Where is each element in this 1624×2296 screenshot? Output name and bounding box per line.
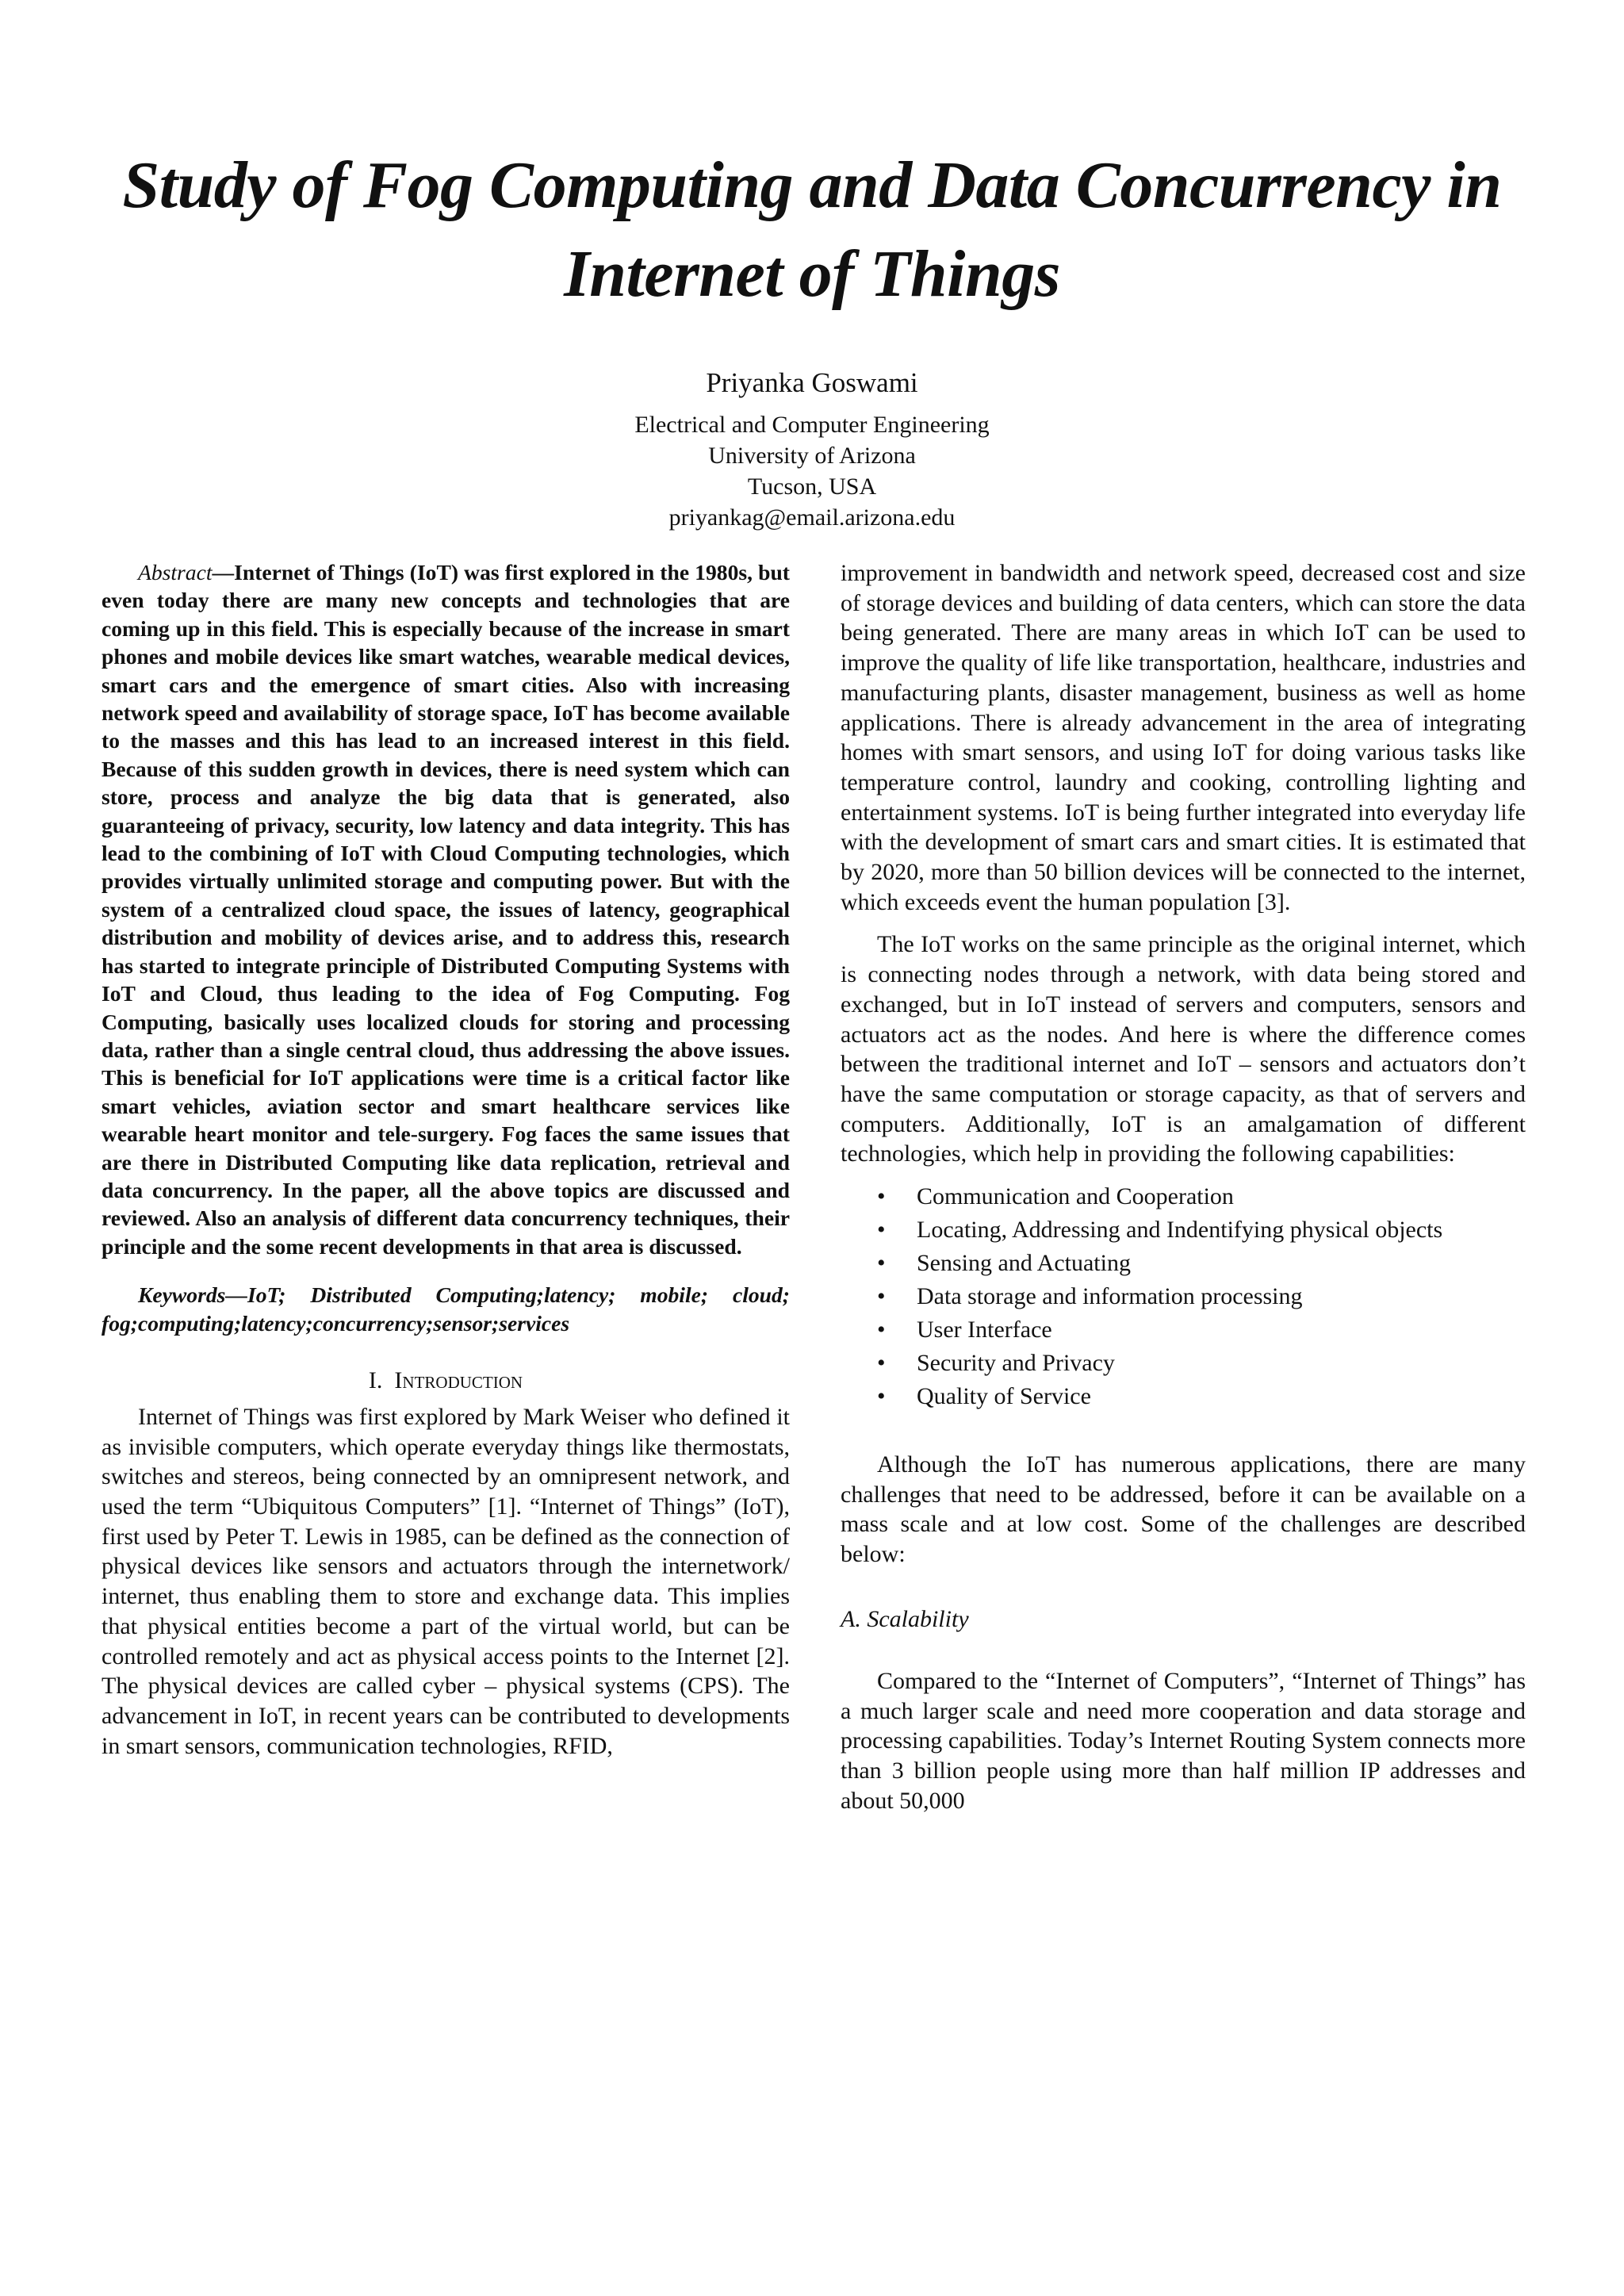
author-email: priyankag@email.arizona.edu <box>668 504 956 531</box>
list-item-text: Sensing and Actuating <box>917 1250 1131 1277</box>
list-item-text: Communication and Cooperation <box>917 1183 1234 1210</box>
list-item-text: Locating, Addressing and Indentifying physical objects <box>917 1217 1443 1244</box>
list-item <box>877 1247 1526 1280</box>
list-item <box>877 1180 1526 1213</box>
list-item <box>877 1280 1526 1313</box>
list-item-text: Security and Privacy <box>917 1350 1115 1377</box>
author-university: University of Arizona <box>708 443 916 469</box>
paper-title: Study of Fog Computing and Data Concurrency in Internet of Things <box>122 148 1502 311</box>
list-item-text: Data storage and information processing <box>917 1283 1303 1310</box>
list-item <box>877 1347 1526 1380</box>
bullet-icon: • <box>877 1283 886 1310</box>
left-column <box>102 558 790 1761</box>
scalability-paragraph: Compared to the “Internet of Computers”, “Internet of Things” has a much larger scale and need more cooperation and data storage and processing capabilities. Today’s Internet Routing System connects more than 3 billion people using more than half million IP addresses and about 50,000 <box>841 1667 1526 1814</box>
bullet-icon: • <box>877 1383 886 1410</box>
author-location: Tucson, USA <box>747 473 877 500</box>
intro-paragraph-3: Although the IoT has numerous applications, there are many challenges that need to be addressed, before it can be available on a mass scale and at low cost. Some of the challenges are described below: <box>841 1451 1526 1568</box>
section-number: I. <box>368 1366 383 1393</box>
section-heading-introduction <box>102 1366 790 1396</box>
list-item-text: Quality of Service <box>917 1383 1091 1410</box>
list-item-text: User Interface <box>917 1317 1052 1343</box>
abstract <box>102 558 790 1260</box>
bullet-icon: • <box>877 1183 886 1210</box>
keywords: Keywords—IoT; Distributed Computing;latency; mobile; cloud; fog;computing;latency;concurrency;sensor;services <box>102 1282 790 1336</box>
author-block <box>416 363 1208 533</box>
author-name: Priyanka Goswami <box>706 367 918 398</box>
intro-paragraph-2: The IoT works on the same principle as the original internet, which is connecting nodes through a network, with data being stored and exchanged, but in IoT instead of servers and computers, sensors and actuators act as the nodes. And here is where the difference comes between the traditional internet and IoT – sensors and actuators don’t have the same computation or storage capacity, as that of servers and computers. Additionally, IoT is an amalgamation of different technologies, which help in providing the following capabilities: <box>841 931 1526 1167</box>
abstract-text: —Internet of Things (IoT) was first explored in the 1980s, but even today there are many new concepts and technologies that are coming up in this field. This is especially because of the increase in smart phones and mobile devices like smart watches, wearable medical devices, smart cars and the emergence of smart cities. Also with increasing network speed and availability of storage space, IoT has become available to the masses and this has lead to an increased interest in this field. Because of this sudden growth in devices, there is need system which can store, process and analyze the big data that is generated, also guaranteeing of privacy, security, low latency and data integrity. This has lead to the combining of IoT with Cloud Computing technologies, which provides virtually unlimited storage and computing power. But with the system of a centralized cloud space, the issues of latency, geographical distribution and mobility of devices arise, and to address this, research has started to integrate principle of Distributed Computing Systems with IoT and Cloud, thus leading to the idea of Fog Computing. Fog Computing, basically uses localized clouds for storing and processing data, rather than a single central cloud, thus addressing the above issues. This is beneficial for IoT applications were time is a critical factor like smart vehicles, aviation sector and smart healthcare services like wearable heart monitor and tele-surgery. Fog faces the same issues that are there in Distributed Computing like data replication, retrieval and data concurrency. In the paper, all the above topics are discussed and reviewed. Also an analysis of different data concurrency techniques, their principle and the some recent developments in that area is discussed. <box>102 560 790 1259</box>
bullet-icon: • <box>877 1250 886 1277</box>
intro-paragraph-1: Internet of Things was first explored by Mark Weiser who defined it as invisible computers, which operate everyday things like thermostats, switches and stereos, being connected by an omnipresent network, and used the term “Ubiquitous Computers” [1]. “Internet of Things” (IoT), first used by Peter T. Lewis in 1985, can be defined as the connection of physical devices like sensors and actuators through the internetwork/ internet, thus enabling them to store and exchange data. This implies that physical entities become a part of the virtual world, but can be controlled remotely and act as physical access points to the Internet [2]. The physical devices are called cyber – physical systems (CPS). The advancement in IoT, in recent years can be contributed to developments in smart sensors, communication technologies, RFID, <box>102 1403 790 1759</box>
section-title: Introduction <box>394 1366 523 1393</box>
bullet-icon: • <box>877 1350 886 1377</box>
subsection-heading-scalability: A. Scalability <box>841 1605 969 1632</box>
list-item <box>877 1313 1526 1347</box>
right-column <box>841 558 1526 1815</box>
list-item <box>877 1213 1526 1247</box>
author-department: Electrical and Computer Engineering <box>634 412 990 438</box>
abstract-label: Abstract <box>138 560 213 585</box>
intro-paragraph-1-continued: improvement in bandwidth and network speed, decreased cost and size of storage devices and building of data centers, which can store the data being generated. There are many areas in which IoT can be used to improve the quality of life like transportation, healthcare, industries and manufacturing plants, disaster management, business as well as home applications. There is already advancement in the area of integrating homes with smart sensors, and using IoT for doing various tasks like temperature control, laundry and cooking, controlling lighting and entertainment systems. IoT is being further integrated into everyday life with the development of smart cars and smart cities. It is estimated that by 2020, more than 50 billion devices will be connected to the internet, which exceeds event the human population [3]. <box>841 560 1526 915</box>
list-item <box>877 1380 1526 1413</box>
capabilities-list <box>841 1180 1526 1413</box>
bullet-icon: • <box>877 1217 886 1244</box>
bullet-icon: • <box>877 1317 886 1343</box>
